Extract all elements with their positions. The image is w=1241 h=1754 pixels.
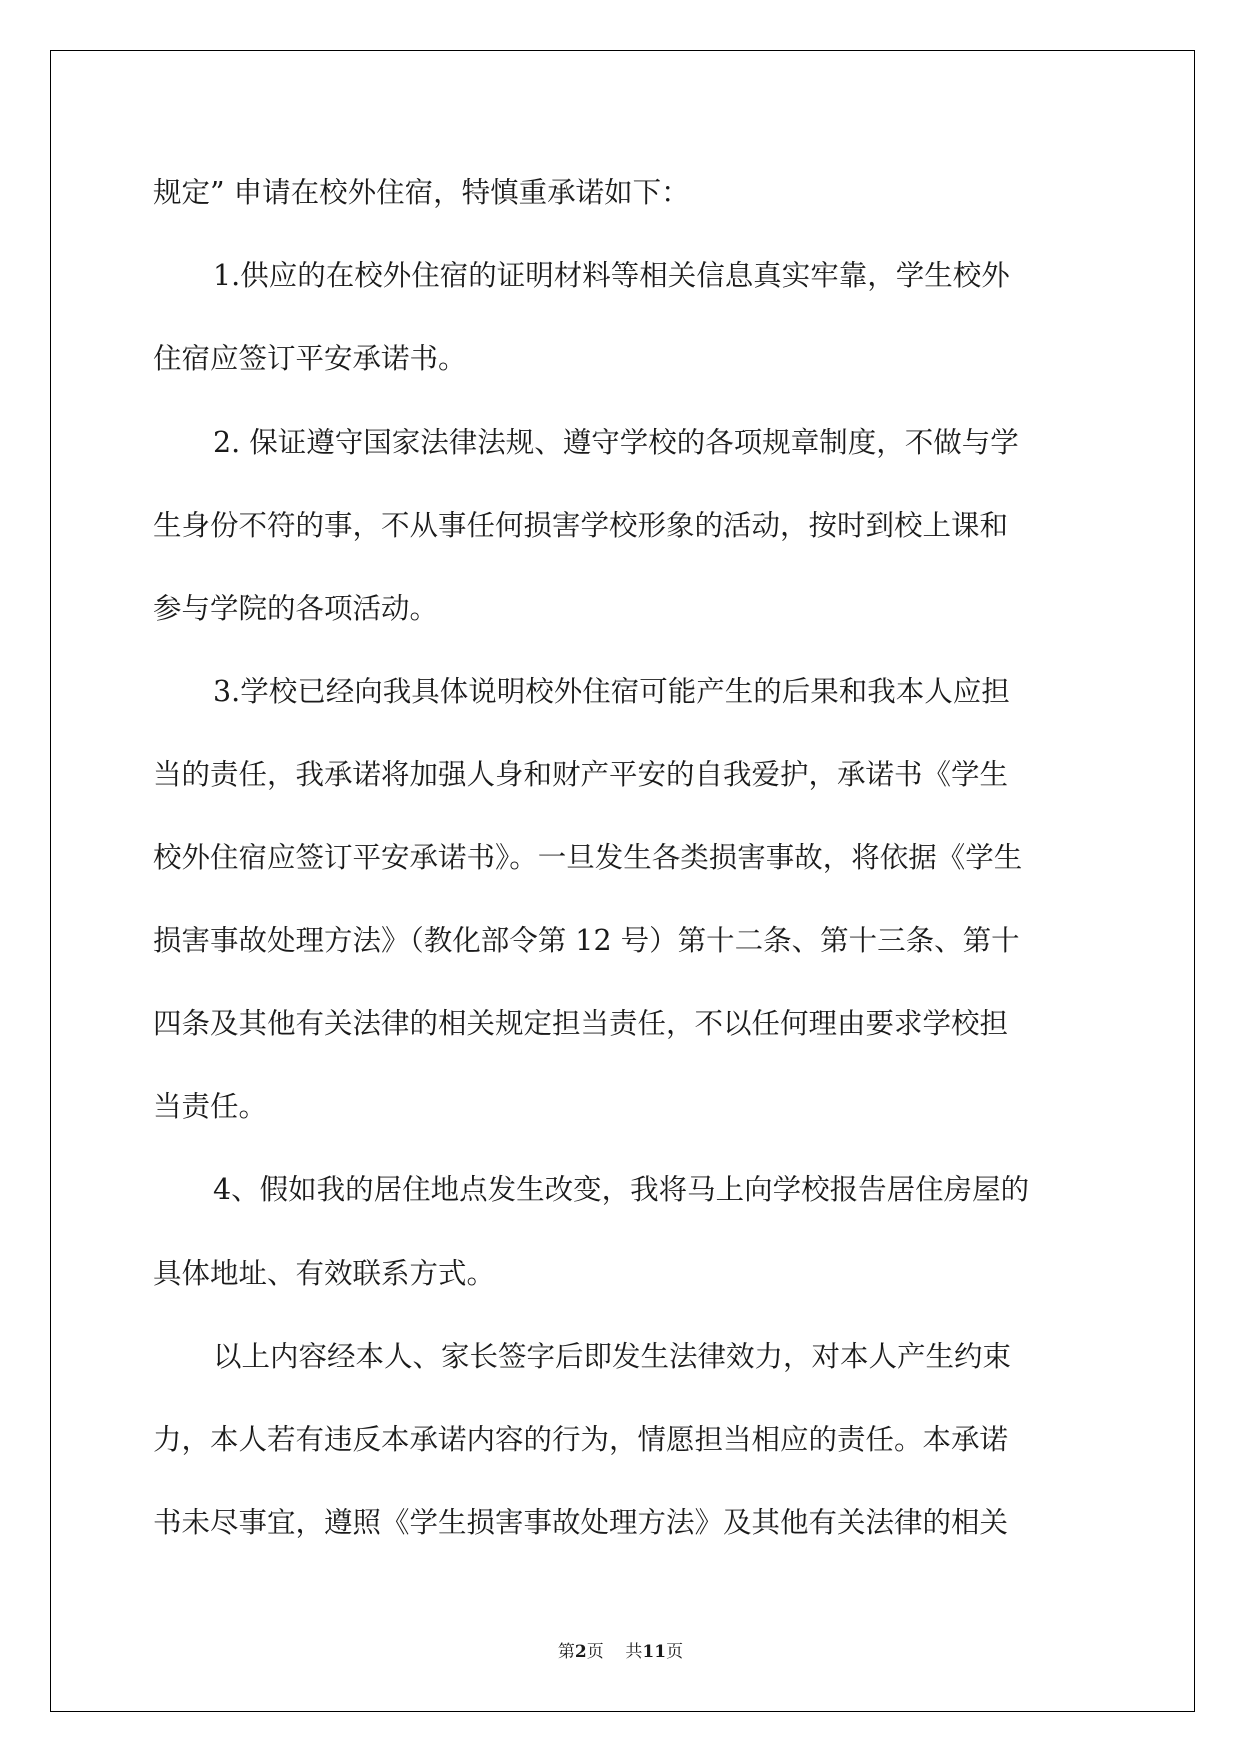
text-line-15: 以上内容经本人、家长签字后即发生法律效力，对本人产生约束 [213, 1340, 1012, 1373]
page-border [50, 50, 1195, 1712]
text-line-14: 具体地址、有效联系方式。 [153, 1257, 496, 1290]
footer-prefix: 第 [557, 1642, 575, 1662]
footer-total-pages: 11 [642, 1642, 667, 1662]
text-line-4: 2. 保证遵守国家法律法规、遵守学校的各项规章制度，不做与学 [213, 426, 1019, 459]
page-footer [0, 1637, 1241, 1662]
footer-page-suffix: 页 [586, 1642, 604, 1662]
text-line-8: 当的责任，我承诺将加强人身和财产平安的自我爱护，承诺书《学生 [153, 758, 1009, 791]
text-line-9: 校外住宿应签订平安承诺书》。一旦发生各类损害事故，将依据《学生 [153, 841, 1023, 874]
text-line-13: 4、假如我的居住地点发生改变，我将马上向学校报告居住房屋的 [213, 1173, 1030, 1206]
text-line-10: 损害事故处理方法》（教化部令第 12 号）第十二条、第十三条、第十 [153, 924, 1020, 957]
footer-total-prefix: 共 [625, 1642, 643, 1662]
text-line-11: 四条及其他有关法律的相关规定担当责任，不以任何理由要求学校担 [153, 1007, 1009, 1040]
text-line-6: 参与学院的各项活动。 [153, 592, 439, 625]
text-line-12: 当责任。 [153, 1090, 268, 1123]
text-line-17: 书未尽事宜，遵照《学生损害事故处理方法》及其他有关法律的相关 [153, 1506, 1009, 1539]
footer-page-number: 2 [574, 1642, 587, 1662]
text-line-7: 3.学校已经向我具体说明校外住宿可能产生的后果和我本人应担 [213, 675, 1010, 708]
text-line-1: 规定” 申请在校外住宿，特慎重承诺如下： [153, 176, 690, 209]
text-line-5: 生身份不符的事，不从事任何损害学校形象的活动，按时到校上课和 [153, 509, 1009, 542]
text-line-2: 1.供应的在校外住宿的证明材料等相关信息真实牢靠，学生校外 [213, 259, 1010, 292]
text-line-3: 住宿应签订平安承诺书。 [153, 342, 467, 375]
footer-total-suffix: 页 [666, 1642, 684, 1662]
text-line-16: 力，本人若有违反本承诺内容的行为，情愿担当相应的责任。本承诺 [153, 1423, 1009, 1456]
